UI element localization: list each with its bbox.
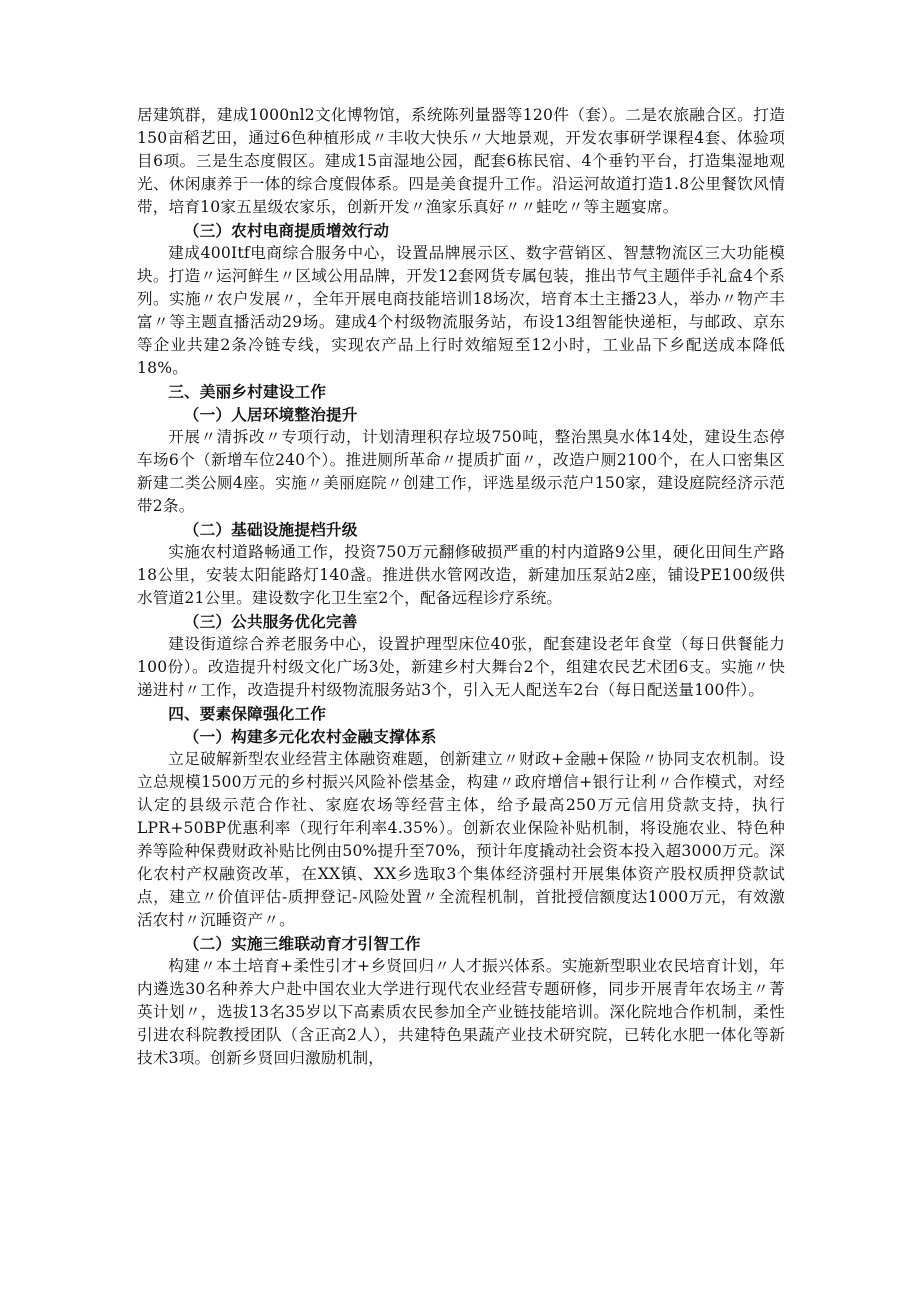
heading-talent-introduction: （二）实施三维联动育才引智工作 (183, 934, 421, 953)
paragraph-talent-introduction: 构建〃本土培育+柔性引才+乡贤回归〃人才振兴体系。实施新型职业农民培育计划，年内遴选30名种养大户赴中国农业大学进行现代农业经营专题研修，同步开展青年农场主〃菁英计划〃，选拔13名35岁以下高素质农民参加全产业链技能培训。深化院地合作机制，柔性引进农科院教授团队（含正高2人），共建特色果蔬产业技术研究院，已转化水肥一体化等新技术3项。创新乡贤回归激励机制， (137, 957, 785, 1067)
paragraph-ecommerce: 建成400Itf电商综合服务中心，设置品牌展示区、数字营销区、智慧物流区三大功能模块。打造〃运河鲜生〃区域公用品牌，开发12套网货专属包装，推出节气主题伴手礼盒4个系列。实施〃农户发展〃，全年开展电商技能培训18场次，培育本土主播23人，举办〃物产丰富〃等主题直播活动29场。建成4个村级物流服务站，布设13组智能快递柜，与邮政、京东等企业共建2条冷链专线，实现农产品上行时效缩短至12小时，工业品下乡配送成本降低18%。 (137, 244, 785, 377)
heading-infrastructure: （二）基础设施提档升级 (183, 520, 358, 539)
paragraph-public-services: 建设街道综合养老服务中心，设置护理型床位40张，配套建设老年食堂（每日供餐能力100份）。改造提升村级文化广场3处，新建乡村大舞台2个，组建农民艺术团6支。实施〃快递进村〃工作，改造提升村级物流服务站3个，引入无人配送车2台（每日配送量100件）。 (137, 635, 785, 699)
paragraph-infrastructure: 实施农村道路畅通工作，投资750万元翻修破损严重的村内道路9公里，硬化田间生产路18公里，安装太阳能路灯140盏。推进供水管网改造，新建加压泵站2座，铺设PE100级供水管道21公里。建设数字化卫生室2个，配备远程诊疗系统。 (137, 543, 785, 607)
paragraph-rural-finance: 立足破解新型农业经营主体融资难题，创新建立〃财政+金融+保险〃协同支农机制。设立总规模1500万元的乡村振兴风险补偿基金，构建〃政府增信+银行让利〃合作模式，对经认定的县级示范合作社、家庭农场等经营主体，给予最高250万元信用贷款支持，执行LPR+50BP优惠利率（现行年利率4.35%）。创新农业保险补贴机制，将设施农业、特色种养等险种保费财政补贴比例由50%提升至70%，预计年度撬动社会资本投入超3000万元。深化农村产权融资改革，在XX镇、XX乡选取3个集体经济强村开展集体资产股权质押贷款试点，建立〃价值评估-质押登记-风险处置〃全流程机制，首批授信额度达1000万元，有效激活农村〃沉睡资产〃。 (137, 750, 785, 929)
paragraph-living-environment: 开展〃清拆改〃专项行动，计划清理积存垃圾750吨，整治黑臭水体14处，建设生态停车场6个（新增车位240个）。推进厕所革命〃提质扩面〃，改造户厕2100个，在人口密集区新建二类公厕4座。实施〃美丽庭院〃创建工作，评选星级示范户150家，建设庭院经济示范带2条。 (137, 428, 785, 515)
heading-section-factor-guarantee: 四、要素保障强化工作 (168, 704, 327, 723)
paragraph-cultural-tourism-continued: 居建筑群，建成1000nl2文化博物馆，系统陈列量器等120件（套）。二是农旅融合区。打造150亩稻艺田，通过6色种植形成〃丰收大快乐〃大地景观，开发农事研学课程4套、体验项目6项。三是生态度假区。建成15亩湿地公园，配套6栋民宿、4个垂钓平台，打造集湿地观光、休闲康养于一体的综合度假体系。四是美食提升工作。沿运河故道打造1.8公里餐饮风情带，培育10家五星级农家乐，创新开发〃渔家乐真好〃〃蛙吃〃等主题宴席。 (137, 106, 785, 216)
document-page (137, 104, 785, 1070)
heading-rural-finance: （一）构建多元化农村金融支撑体系 (183, 727, 437, 746)
heading-section-beautiful-village: 三、美丽乡村建设工作 (168, 382, 327, 401)
heading-ecommerce-action: （三）农村电商提质增效行动 (183, 221, 390, 240)
heading-public-services: （三）公共服务优化完善 (183, 612, 358, 631)
heading-living-environment: （一）人居环境整治提升 (183, 405, 358, 424)
